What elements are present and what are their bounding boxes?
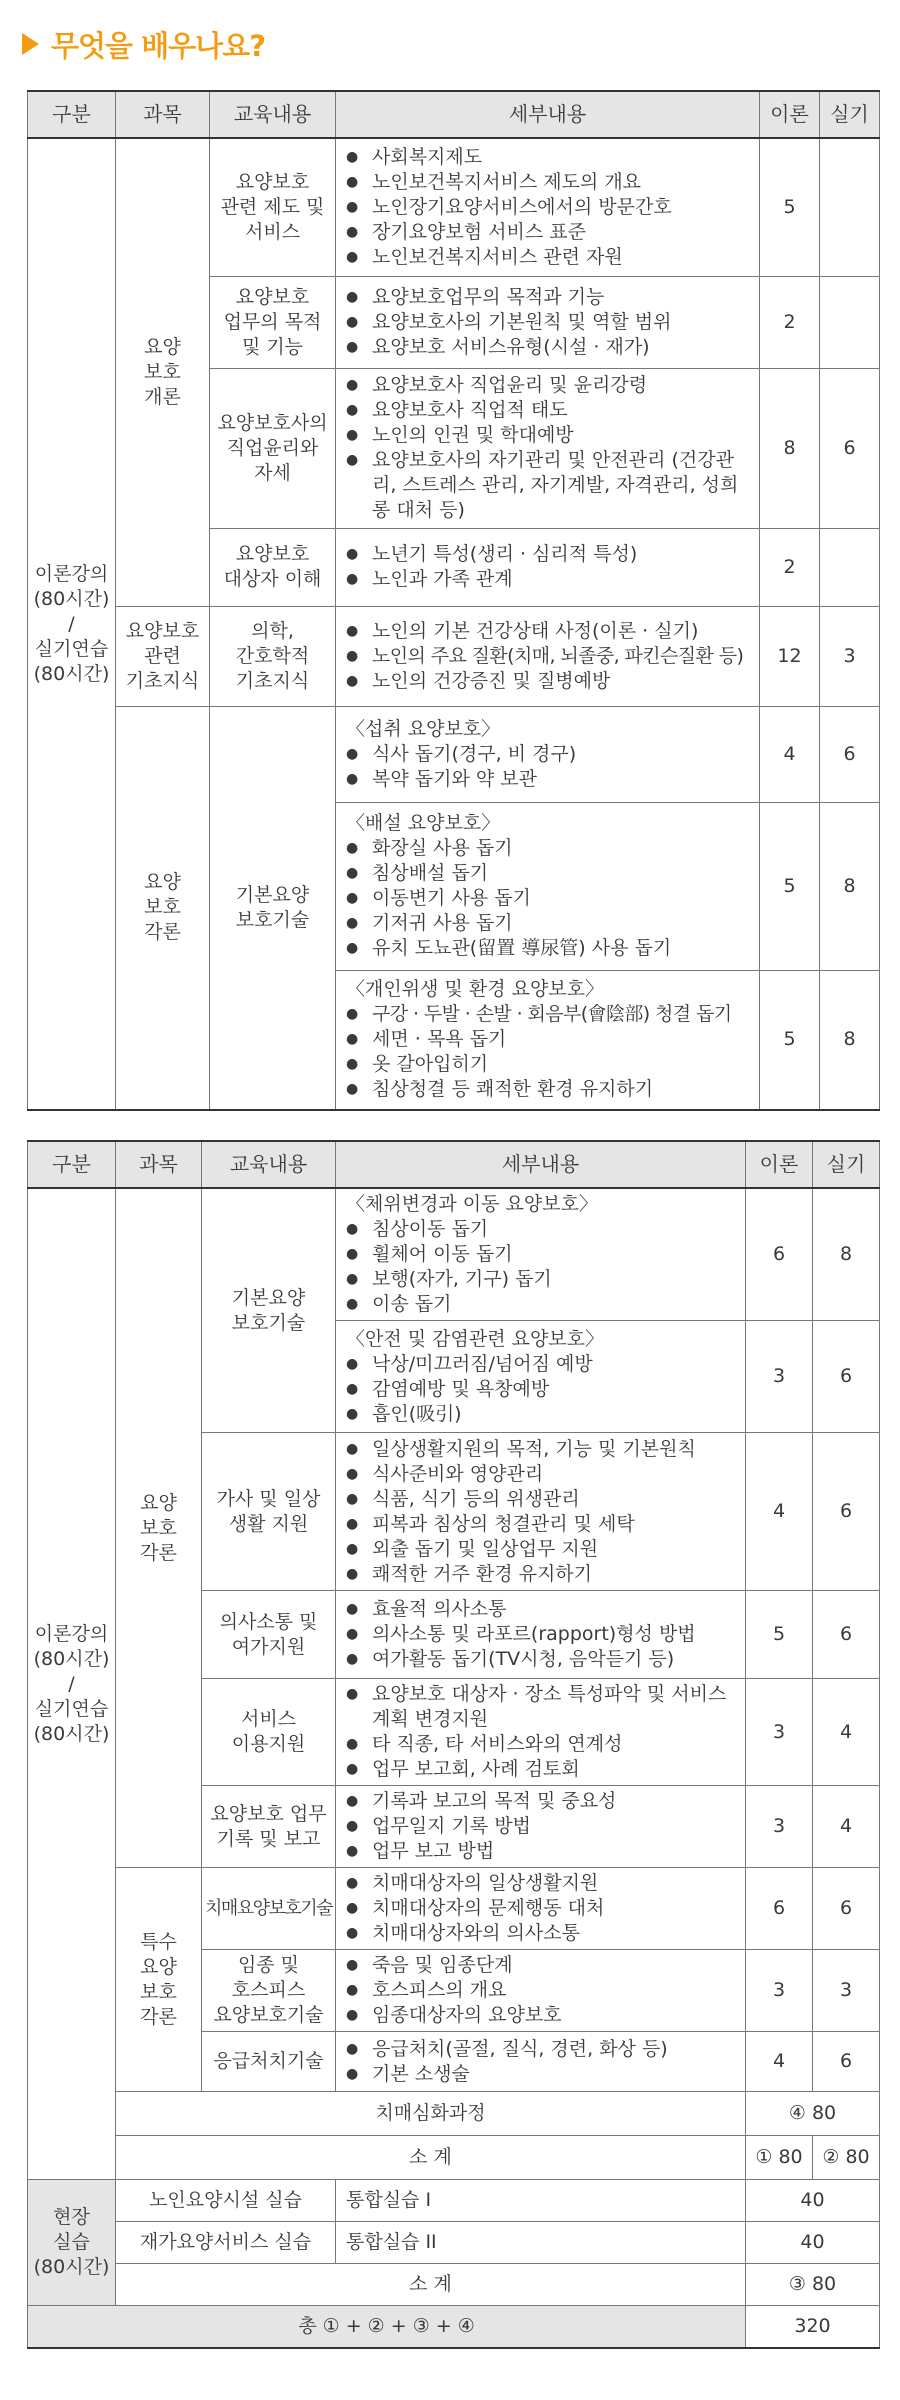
list-item: ● 침상청결 등 쾌적한 환경 유지하기 xyxy=(346,1077,755,1102)
list-item: ● 노인의 인권 및 학대예방 xyxy=(346,423,755,448)
theory-hours: 2 xyxy=(760,276,820,368)
details-cell xyxy=(336,1433,746,1591)
theory-hours: 6 xyxy=(746,1188,813,1321)
list-item: ● 의사소통 및 라포르(rapport)형성 방법 xyxy=(346,1622,741,1647)
list-item: ● 노인보건복지서비스 제도의 개요 xyxy=(346,170,755,195)
field-practice-row xyxy=(28,2222,880,2264)
details-cell xyxy=(336,606,760,706)
theory-hours: 5 xyxy=(760,970,820,1110)
theory-hours: 3 xyxy=(746,1321,813,1433)
field-category-cell: 현장 실습 (80시간) xyxy=(28,2180,116,2306)
subject-cell: 요양보호 관련 기초지식 xyxy=(116,606,210,706)
field-practice-row xyxy=(28,2180,880,2222)
list-item: ● 효율적 의사소통 xyxy=(346,1597,741,1622)
section-label: 〈안전 및 감염관련 요양보호〉 xyxy=(346,1327,605,1350)
list-item: ● 일상생활지원의 목적, 기능 및 기본원칙 xyxy=(346,1437,741,1462)
content-cell: 요양보호 업무 기록 및 보고 xyxy=(202,1786,336,1868)
list-item: ● 노인의 건강증진 및 질병예방 xyxy=(346,669,755,694)
field-content: 통합실습 I xyxy=(336,2180,746,2222)
details-cell xyxy=(336,368,760,528)
details-cell xyxy=(336,1591,746,1679)
list-item: ● 낙상/미끄러짐/넘어짐 예방 xyxy=(346,1352,741,1377)
theory-hours: 5 xyxy=(760,138,820,276)
list-item: ● 쾌적한 거주 환경 유지하기 xyxy=(346,1562,741,1587)
table-header-row xyxy=(28,1141,880,1188)
practice-hours: 6 xyxy=(813,1868,880,1950)
list-item: ● 치매대상자의 문제행동 대처 xyxy=(346,1896,741,1921)
subject-cell: 요양 보호 각론 xyxy=(116,1188,202,1868)
details-cell xyxy=(336,1679,746,1786)
list-item: ● 기본 소생술 xyxy=(346,2062,741,2087)
header-practice: 실기 xyxy=(813,1141,880,1188)
subtotal-practice: ② 80 xyxy=(813,2136,880,2180)
list-item: ● 장기요양보험 서비스 표준 xyxy=(346,220,755,245)
header-theory: 이론 xyxy=(746,1141,813,1188)
details-cell xyxy=(336,1868,746,1950)
theory-hours: 4 xyxy=(760,706,820,802)
list-item: ● 여가활동 돕기(TV시청, 음악듣기 등) xyxy=(346,1647,741,1672)
list-item: ● 보행(자가, 기구) 돕기 xyxy=(346,1267,741,1292)
field-subject: 노인요양시설 실습 xyxy=(116,2180,336,2222)
list-item: ● 업무 보고 방법 xyxy=(346,1839,741,1864)
subtotal-row xyxy=(28,2136,880,2180)
details-cell xyxy=(336,1786,746,1868)
table-row xyxy=(28,138,880,276)
theory-hours: 5 xyxy=(760,802,820,970)
table-row xyxy=(28,1868,880,1950)
practice-hours: 3 xyxy=(813,1950,880,2032)
header-content: 교육내용 xyxy=(210,91,336,138)
field-subtotal-hours: ③ 80 xyxy=(746,2264,880,2306)
theory-hours: 3 xyxy=(746,1786,813,1868)
category-cell: 이론강의 (80시간) / 실기연습 (80시간) xyxy=(28,138,116,1110)
list-item: ● 외출 돕기 및 일상업무 지원 xyxy=(346,1537,741,1562)
field-content: 통합실습 II xyxy=(336,2222,746,2264)
details-cell xyxy=(336,802,760,970)
content-cell: 치매요양보호기술 xyxy=(202,1868,336,1950)
list-item: ● 요양보호사의 자기관리 및 안전관리 (건강관리, 스트레스 관리, 자기계발, 자격관리, 성희롱 대처 등) xyxy=(346,448,755,523)
list-item: ● 식품, 식기 등의 위생관리 xyxy=(346,1487,741,1512)
field-hours: 40 xyxy=(746,2222,880,2264)
content-cell: 기본요양 보호기술 xyxy=(202,1188,336,1433)
section-heading xyxy=(22,24,265,64)
content-cell: 응급처치기술 xyxy=(202,2032,336,2092)
header-theory: 이론 xyxy=(760,91,820,138)
list-item: ● 식사 돕기(경구, 비 경구) xyxy=(346,742,755,767)
theory-hours: 4 xyxy=(746,1433,813,1591)
dementia-course-hours: ④ 80 xyxy=(746,2092,880,2136)
list-item: ● 이송 돕기 xyxy=(346,1292,741,1317)
list-item: ● 피복과 침상의 청결관리 및 세탁 xyxy=(346,1512,741,1537)
header-details: 세부내용 xyxy=(336,1141,746,1188)
subject-cell: 특수 요양 보호 각론 xyxy=(116,1868,202,2092)
curriculum-table-1 xyxy=(27,90,880,1111)
total-row xyxy=(28,2306,880,2348)
practice-hours xyxy=(820,528,880,606)
content-cell: 가사 및 일상 생활 지원 xyxy=(202,1433,336,1591)
list-item: ● 노년기 특성(생리 · 심리적 특성) xyxy=(346,542,755,567)
list-item: ● 휠체어 이동 돕기 xyxy=(346,1242,741,1267)
section-label: 〈배설 요양보호〉 xyxy=(346,812,501,834)
list-item: ● 화장실 사용 돕기 xyxy=(346,836,755,861)
subject-cell: 요양 보호 각론 xyxy=(116,706,210,1110)
practice-hours: 6 xyxy=(813,1321,880,1433)
practice-hours: 6 xyxy=(813,1591,880,1679)
table-header-row xyxy=(28,91,880,138)
header-details: 세부내용 xyxy=(336,91,760,138)
list-item: ● 침상배설 돕기 xyxy=(346,861,755,886)
practice-hours: 3 xyxy=(820,606,880,706)
theory-hours: 8 xyxy=(760,368,820,528)
list-item: ● 노인의 기본 건강상태 사정(이론 · 실기) xyxy=(346,619,755,644)
details-cell xyxy=(336,138,760,276)
section-label: 〈체위변경과 이동 요양보호〉 xyxy=(346,1193,598,1215)
list-item: ● 요양보호사 직업적 태도 xyxy=(346,398,755,423)
list-item: ● 노인보건복지서비스 관련 자원 xyxy=(346,245,755,270)
content-cell: 의사소통 및 여가지원 xyxy=(202,1591,336,1679)
theory-hours: 5 xyxy=(746,1591,813,1679)
dementia-course-label: 치매심화과정 xyxy=(116,2092,746,2136)
list-item: ● 응급처치(골절, 질식, 경련, 화상 등) xyxy=(346,2037,741,2062)
practice-hours: 4 xyxy=(813,1679,880,1786)
curriculum-table-2 xyxy=(27,1140,880,2349)
details-cell xyxy=(336,706,760,802)
list-item: ● 타 직종, 타 서비스와의 연계성 xyxy=(346,1732,741,1757)
practice-hours: 8 xyxy=(813,1188,880,1321)
section-label: 〈섭취 요양보호〉 xyxy=(346,717,501,740)
content-cell: 요양보호 업무의 목적 및 기능 xyxy=(210,276,336,368)
category-cell: 이론강의 (80시간) / 실기연습 (80시간) xyxy=(28,1188,116,2180)
practice-hours xyxy=(820,138,880,276)
practice-hours: 4 xyxy=(813,1786,880,1868)
content-cell: 의학, 간호학적 기초지식 xyxy=(210,606,336,706)
subject-cell: 요양 보호 개론 xyxy=(116,138,210,606)
list-item: ● 흡인(吸引) xyxy=(346,1402,741,1427)
list-item: ● 요양보호사 직업윤리 및 윤리강령 xyxy=(346,373,755,398)
field-hours: 40 xyxy=(746,2180,880,2222)
content-cell: 서비스 이용지원 xyxy=(202,1679,336,1786)
header-subject: 과목 xyxy=(116,1141,202,1188)
dementia-course-row xyxy=(28,2092,880,2136)
list-item: ● 기록과 보고의 목적 및 중요성 xyxy=(346,1789,741,1814)
list-item: ● 노인과 가족 관계 xyxy=(346,567,755,592)
list-item: ● 노인장기요양서비스에서의 방문간호 xyxy=(346,195,755,220)
details-cell xyxy=(336,970,760,1110)
details-cell xyxy=(336,276,760,368)
total-hours: 320 xyxy=(746,2306,880,2348)
subtotal-theory: ① 80 xyxy=(746,2136,813,2180)
field-subject: 재가요양서비스 실습 xyxy=(116,2222,336,2264)
total-label: 총 ① + ② + ③ + ④ xyxy=(28,2306,746,2348)
list-item: ● 요양보호사의 기본원칙 및 역할 범위 xyxy=(346,310,755,335)
table-row xyxy=(28,606,880,706)
content-cell: 요양보호 대상자 이해 xyxy=(210,528,336,606)
practice-hours: 6 xyxy=(820,706,880,802)
list-item: ● 치매대상자의 일상생활지원 xyxy=(346,1871,741,1896)
practice-hours: 8 xyxy=(820,970,880,1110)
list-item: ● 노인의 주요 질환(치매, 뇌졸중, 파킨슨질환 등) xyxy=(346,644,755,669)
list-item: ● 치매대상자와의 의사소통 xyxy=(346,1921,741,1946)
theory-hours: 4 xyxy=(746,2032,813,2092)
field-subtotal-label: 소 계 xyxy=(116,2264,746,2306)
details-cell xyxy=(336,1321,746,1433)
list-item: ● 업무 보고회, 사례 검토회 xyxy=(346,1757,741,1782)
table-row xyxy=(28,706,880,802)
list-item: ● 세면 · 목욕 돕기 xyxy=(346,1027,755,1052)
practice-hours: 8 xyxy=(820,802,880,970)
list-item: ● 침상이동 돕기 xyxy=(346,1217,741,1242)
practice-hours xyxy=(820,276,880,368)
section-label: 〈개인위생 및 환경 요양보호〉 xyxy=(346,978,605,1001)
list-item: ● 요양보호업무의 목적과 기능 xyxy=(346,285,755,310)
section-title: 무엇을 배우나요? xyxy=(51,28,266,63)
theory-hours: 12 xyxy=(760,606,820,706)
header-practice: 실기 xyxy=(820,91,880,138)
list-item: ● 구강 · 두발 · 손발 · 회음부(會陰部) 청결 돕기 xyxy=(346,1002,755,1027)
content-cell: 요양보호사의 직업윤리와 자세 xyxy=(210,368,336,528)
list-item: ● 요양보호 서비스유형(시설 · 재가) xyxy=(346,335,755,360)
header-content: 교육내용 xyxy=(202,1141,336,1188)
theory-hours: 6 xyxy=(746,1868,813,1950)
theory-hours: 3 xyxy=(746,1950,813,2032)
details-cell xyxy=(336,2032,746,2092)
practice-hours: 6 xyxy=(820,368,880,528)
header-category: 구분 xyxy=(28,1141,116,1188)
list-item: ● 복약 돕기와 약 보관 xyxy=(346,767,755,792)
header-subject: 과목 xyxy=(116,91,210,138)
list-item: ● 유치 도뇨관(留置 導尿管) 사용 돕기 xyxy=(346,936,755,961)
practice-hours: 6 xyxy=(813,1433,880,1591)
triangle-bullet-icon xyxy=(22,33,39,55)
list-item: ● 기저귀 사용 돕기 xyxy=(346,911,755,936)
theory-hours: 3 xyxy=(746,1679,813,1786)
list-item: ● 죽음 및 임종단계 xyxy=(346,1953,741,1978)
practice-hours: 6 xyxy=(813,2032,880,2092)
content-cell: 기본요양 보호기술 xyxy=(210,706,336,1110)
list-item: ● 옷 갈아입히기 xyxy=(346,1052,755,1077)
list-item: ● 사회복지제도 xyxy=(346,145,755,170)
details-cell xyxy=(336,1188,746,1321)
content-cell: 요양보호 관련 제도 및 서비스 xyxy=(210,138,336,276)
list-item: ● 이동변기 사용 돕기 xyxy=(346,886,755,911)
list-item: ● 요양보호 대상자 · 장소 특성파악 및 서비스 계획 변경지원 xyxy=(346,1682,741,1732)
field-subtotal-row xyxy=(28,2264,880,2306)
list-item: ● 감염예방 및 욕창예방 xyxy=(346,1377,741,1402)
list-item: ● 업무일지 기록 방법 xyxy=(346,1814,741,1839)
table-row xyxy=(28,1188,880,1321)
theory-hours: 2 xyxy=(760,528,820,606)
subtotal-label: 소 계 xyxy=(116,2136,746,2180)
list-item: ● 호스피스의 개요 xyxy=(346,1978,741,2003)
list-item: ● 임종대상자의 요양보호 xyxy=(346,2003,741,2028)
header-category: 구분 xyxy=(28,91,116,138)
details-cell xyxy=(336,528,760,606)
list-item: ● 식사준비와 영양관리 xyxy=(346,1462,741,1487)
content-cell: 임종 및 호스피스 요양보호기술 xyxy=(202,1950,336,2032)
details-cell xyxy=(336,1950,746,2032)
